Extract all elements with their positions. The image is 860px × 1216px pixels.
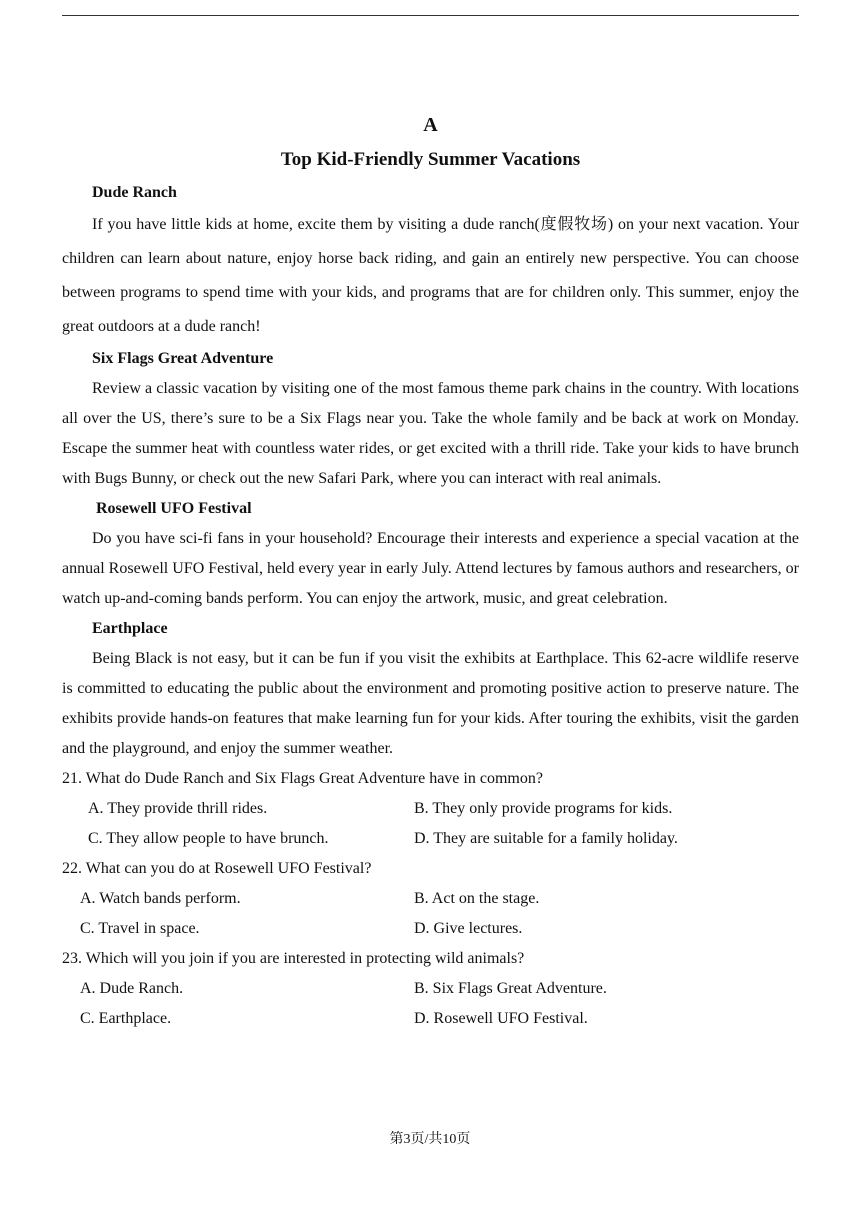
question-22-option-c: C. Travel in space.: [80, 920, 200, 937]
question-22-option-b: B. Act on the stage.: [414, 890, 540, 907]
question-23-option-d: D. Rosewell UFO Festival.: [414, 1010, 588, 1027]
question-22-option-d: D. Give lectures.: [414, 920, 523, 937]
question-21-option-b: B. They only provide programs for kids.: [414, 800, 673, 817]
question-22-stem: 22. What can you do at Rosewell UFO Festival?: [62, 860, 372, 877]
question-23-option-a: A. Dude Ranch.: [80, 980, 184, 997]
question-21-option-c: C. They allow people to have brunch.: [88, 830, 329, 847]
section-paragraph-dude-ranch: If you have little kids at home, excite them by visiting a dude ranch(度假牧场) on your next vacation. Your children can learn about nature, enjoy horse back riding, and gain an entirely new perspective. You can choose between programs to spend time with your kids, and programs that are for children only. This summer, enjoy the great outdoors at a dude ranch!: [62, 216, 799, 335]
question-23-options: [62, 974, 799, 1034]
question-21-stem: 21. What do Dude Ranch and Six Flags Great Adventure have in common?: [62, 770, 543, 787]
question-21-options: [62, 794, 799, 854]
section-paragraph-six-flags: Review a classic vacation by visiting one of the most famous theme park chains in the country. With locations all over the US, there’s sure to be a Six Flags near you. Take the whole family and be back at work on Monday. Escape the summer heat with countless water rides, or get excited with a thrill ride. Take your kids to have brunch with Bugs Bunny, or check out the new Safari Park, where you can interact with real animals.: [62, 380, 799, 487]
question-23-option-b: B. Six Flags Great Adventure.: [414, 980, 607, 997]
section-heading-six-flags: Six Flags Great Adventure: [92, 350, 274, 367]
question-22-option-a: A. Watch bands perform.: [80, 890, 241, 907]
section-heading-dude-ranch: Dude Ranch: [92, 184, 177, 201]
header-rule: [62, 15, 799, 16]
reading-passage: [62, 108, 799, 1034]
question-21-option-d: D. They are suitable for a family holiday.: [414, 830, 678, 847]
question-22-options: [62, 884, 799, 944]
page-number-footer: 第3页/共10页: [389, 1132, 471, 1147]
section-paragraph-ufo-festival: Do you have sci-fi fans in your household? Encourage their interests and experience a special vacation at the annual Rosewell UFO Festival, held every year in early July. Attend lectures by famous authors and researchers, or watch up-and-coming bands perform. You can enjoy the artwork, music, and great celebration.: [62, 530, 799, 607]
section-letter: A: [423, 114, 438, 136]
section-heading-earthplace: Earthplace: [92, 620, 168, 637]
question-23-option-c: C. Earthplace.: [80, 1010, 172, 1027]
section-heading-ufo-festival: Rosewell UFO Festival: [96, 500, 252, 517]
question-21-option-a: A. They provide thrill rides.: [88, 800, 268, 817]
section-paragraph-earthplace: Being Black is not easy, but it can be fun if you visit the exhibits at Earthplace. This 62-acre wildlife reserve is committed to educating the public about the environment and promoting positive action to preserve nature. The exhibits provide hands-on features that make learning fun for your kids. After touring the exhibits, visit the garden and the playground, and enjoy the summer weather.: [62, 650, 799, 757]
passage-title: Top Kid-Friendly Summer Vacations: [280, 149, 581, 170]
question-23-stem: 23. Which will you join if you are interested in protecting wild animals?: [62, 950, 525, 967]
